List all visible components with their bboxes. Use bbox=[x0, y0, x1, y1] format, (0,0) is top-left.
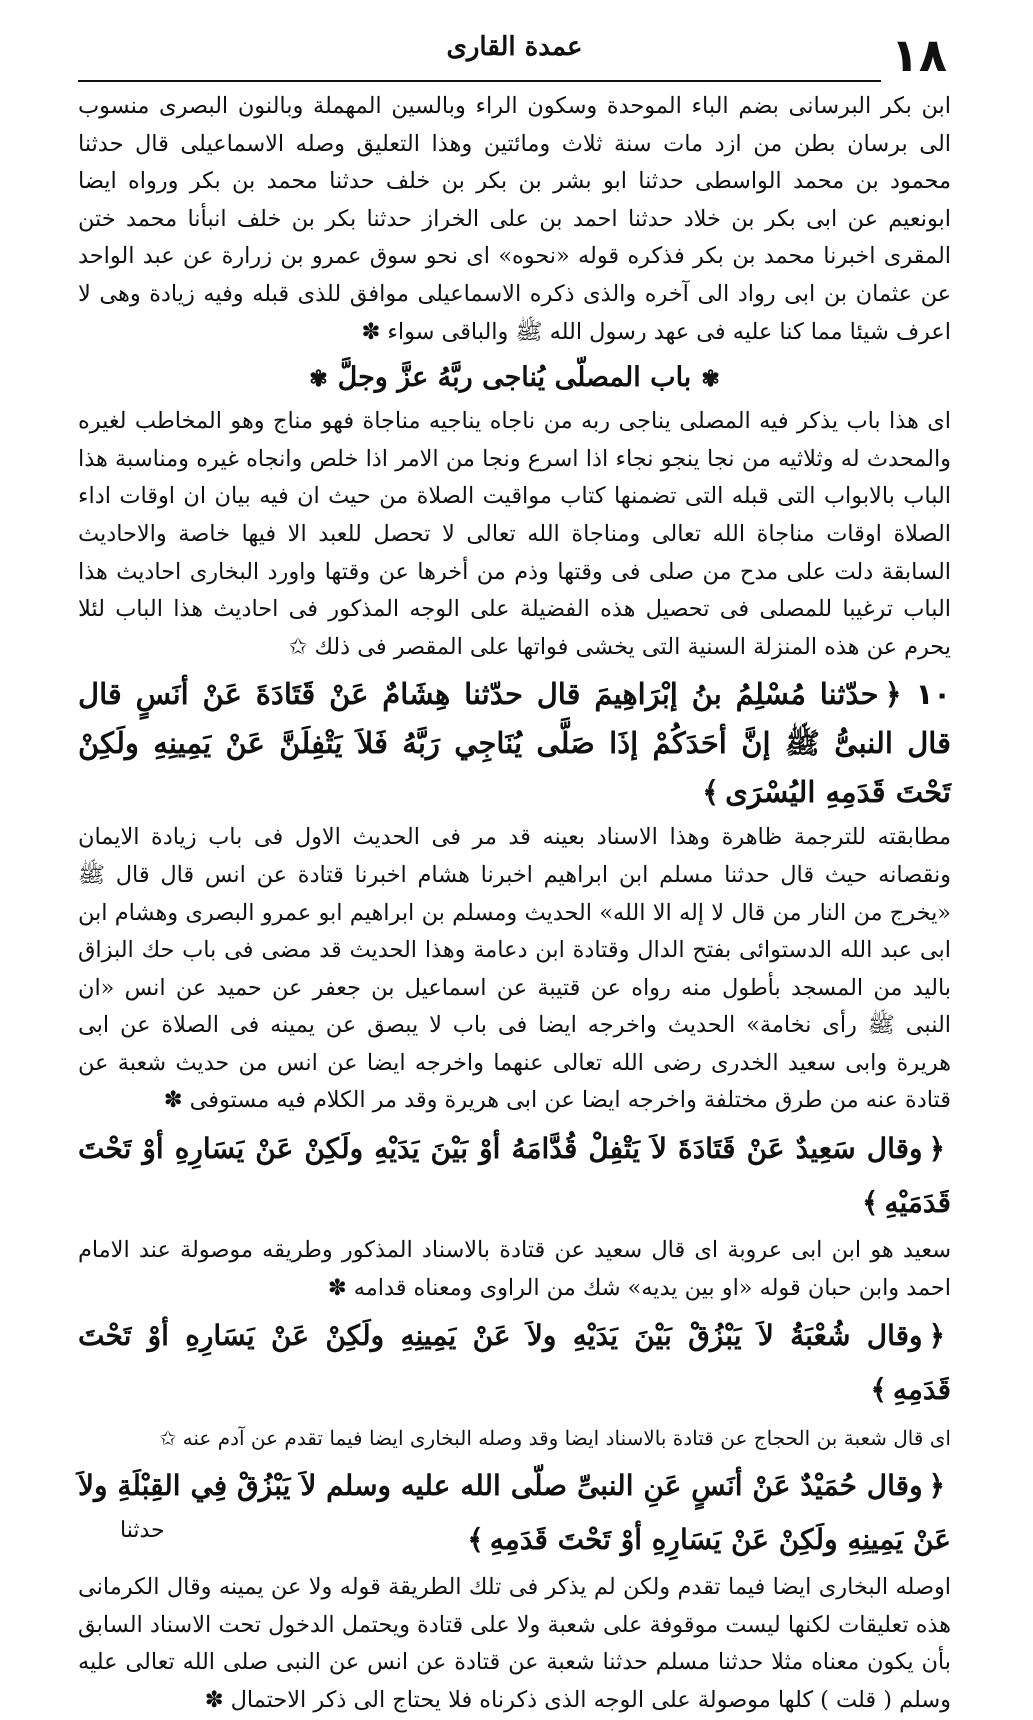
page-body bbox=[78, 88, 952, 1714]
commentary-paragraph-1: ابن بكر البرسانى بضم الباء الموحدة وسكون الراء وبالسين المهملة وبالنون البصرى منسوب الى برسان بطن من ازد مات سنة ثلاث ومائتين وهذا التعليق وصله الاسماعيلى قال حدثنا محمود بن محمد الواسطى حدثنا ابو بشر بن بكر بن خلف حدثنا محمد بن بكر ورواه ايضا ابونعيم عن ابى بكر بن خلاد حدثنا احمد بن على الخراز حدثنا بكر بن خلف انبأنا محمد ختن المقرى اخبرنا محمد بن بكر فذكره قوله «نحوه» اى نحو سوق عمرو بن زرارة عن عبد الواحد عن عثمان بن ابى رواد الى آخره والذى ذكره الاسماعيلى موافق للذى قبله وفيه زيادة وهى لا اعرف شيئا مما كنا عليه فى عهد رسول الله ﷺ والباقى سواء ✽ bbox=[78, 93, 951, 345]
hadith-saeed bbox=[78, 1122, 951, 1230]
commentary-paragraph-3: مطابقته للترجمة ظاهرة وهذا الاسناد بعينه قد مر فى الحديث الاول فى باب زيادة الايمان ونقصانه حيث قال حدثنا مسلم ابن ابراهيم اخبرنا هشام اخبرنا قتادة عن انس قال قال ﷺ «يخرج من النار من قال لا إله الا الله» الحديث ومسلم بن ابراهيم ابو عمرو البصرى وهشام ابن ابى عبد الله الدستوائى بفتح الدال وقتادة ابن دعامة وهذا الحديث قد مضى فى باب حك البزاق باليد من المسجد بأطول منه رواه عن قتيبة عن اسماعيل بن جعفر عن حميد عن انس «ان النبى ﷺ رأى نخامة» الحديث واخرجه ايضا فى باب لا يبصق عن يمينه فى الصلاة عن ابى هريرة وابى سعيد الخدرى رضى الله تعالى عنهما واخرجه ايضا عن انس من حديث شعبة عن قتادة عنه من طرق مختلفة واخرجه ايضا عن ابى هريرة وقد مر الكلام فيه مستوفى ✽ bbox=[78, 824, 952, 1114]
bracket-close-icon: ﴾ bbox=[467, 1523, 484, 1557]
header-rule bbox=[78, 80, 881, 82]
hadith-humaid-text: وقال حُمَيْدٌ عَنْ أنَسٍ عَنِ النبىِّ صلّى الله عليه وسلم لاَ يَبْزُقْ فِي القِبْلَةِ ولاَ عَنْ يَمِينِهِ ولَكِنْ عَنْ يَسَارِهِ أوْ تَحْتَ قَدَمِهِ bbox=[78, 1469, 951, 1557]
chapter-heading bbox=[78, 353, 951, 403]
bracket-open-icon: ﴿ bbox=[928, 1469, 945, 1503]
bracket-close-icon: ﴾ bbox=[870, 1373, 887, 1407]
commentary-paragraph-2: اى هذا باب يذكر فيه المصلى يناجى ربه من ناجاه يناجيه مناجاة فهو مناج وهو المخاطب لغيره والمحدث له وثلاثيه من نجا ينجو نجاء اذا اسرع ونجا من الامر اذا خلص وانجاه غيره ومناسبة هذا الباب بالابواب التى قبله التى تضمنها كتاب مواقيت الصلاة من حيث ان فيه بيان ان اوقات اداء الصلاة اوقات مناجاة الله تعالى ومناجاة الله تعالى لا تحصل للعبد الا فيها خاصة والاحاديث السابقة دلت على مدح من صلى فى وقتها وذم من أخرها عن وقتها واورد البخارى احاديث هذا الباب ترغيبا للمصلى فى تحصيل هذه الفضيلة على الوجه المذكور فى احاديث هذا الباب لئلا يحرم عن هذه المنزلة السنية التى يخشى فواتها على المقصر فى ذلك ✩ bbox=[78, 408, 951, 660]
hadith-main-text: حدّثنا مُسْلِمُ بنُ إبْرَاهِيمَ قال حدّثنا هِشَامٌ عَنْ قَتَادَةَ عَنْ أنَسٍ قال قال النبىُّ ﷺ إنَّ أحَدَكُمْ إذَا صَلَّى يُنَاجِي رَبَّهُ فَلاَ يَتْفِلَنَّ عَنْ يَمِينِهِ ولَكِنْ تَحْتَ قَدَمِهِ اليُسْرَى bbox=[78, 677, 951, 810]
bracket-close-icon: ﴾ bbox=[702, 775, 720, 810]
footer-catchword: حدثنا bbox=[120, 1518, 165, 1543]
commentary-paragraph-5: اى قال شعبة بن الحجاج عن قتادة بالاسناد ايضا وقد وصله البخارى ايضا فيما تقدم عن آدم عنه ✩ bbox=[159, 1426, 951, 1451]
hadith-number: ١٠ bbox=[915, 677, 951, 712]
hadith-main bbox=[78, 670, 951, 817]
hadith-humaid bbox=[78, 1459, 951, 1567]
bracket-open-icon: ﴿ bbox=[928, 1132, 945, 1166]
running-title: عمدة القارى bbox=[446, 32, 583, 62]
bracket-open-icon: ﴿ bbox=[884, 677, 902, 712]
commentary-paragraph-4: سعيد هو ابن ابى عروبة اى قال سعيد عن قتادة بالاسناد المذكور وطريقه موصولة عند الامام احمد وابن حبان قوله «او بين يديه» شك من الراوى ومعناه قدامه ✽ bbox=[78, 1237, 951, 1301]
heading-ornament-left: ✾ bbox=[309, 366, 328, 393]
chapter-heading-text: باب المصلّى يُناجى ربَّهُ عزَّ وجلَّ bbox=[337, 362, 692, 394]
commentary-paragraph-6: اوصله البخارى ايضا فيما تقدم ولكن لم يذكر فى تلك الطريقة قوله ولا عن يمينه وقال الكرمانى هذه تعليقات لكنها ليست موقوفة على شعبة ولا على قتادة ويحتمل الدخول تحت الاسناد السابق بأن يكون معناه مثلا حدثنا مسلم حدثنا شعبة عن قتادة عن انس عن النبى صلى الله تعالى عليه وسلم ( قلت ) كلها موصولة على الوجه الذى ذكرناه فلا يحتاج الى ذكر الاحتمال ✽ bbox=[78, 1574, 951, 1714]
hadith-shuba-text: وقال شُعْبَةُ لاَ يَبْزُقْ بَيْنَ يَدَيْهِ ولاَ عَنْ يَمِينِهِ ولَكِنْ عَنْ يَسَارِهِ أوْ تَحْتَ قَدَمِهِ bbox=[78, 1319, 951, 1407]
hadith-shuba bbox=[78, 1309, 951, 1417]
page-number: ١٨ bbox=[890, 28, 947, 82]
page-header bbox=[78, 28, 951, 84]
bracket-open-icon: ﴿ bbox=[928, 1319, 945, 1353]
heading-ornament-right: ✾ bbox=[701, 366, 720, 393]
bracket-close-icon: ﴾ bbox=[862, 1186, 879, 1220]
hadith-saeed-text: وقال سَعِيدٌ عَنْ قَتَادَةَ لاَ يَتْفِلْ قُدَّامَهُ أوْ بَيْنَ يَدَيْهِ ولَكِنْ عَنْ يَسَارِهِ أوْ تَحْتَ قَدَمَيْهِ bbox=[78, 1132, 951, 1220]
